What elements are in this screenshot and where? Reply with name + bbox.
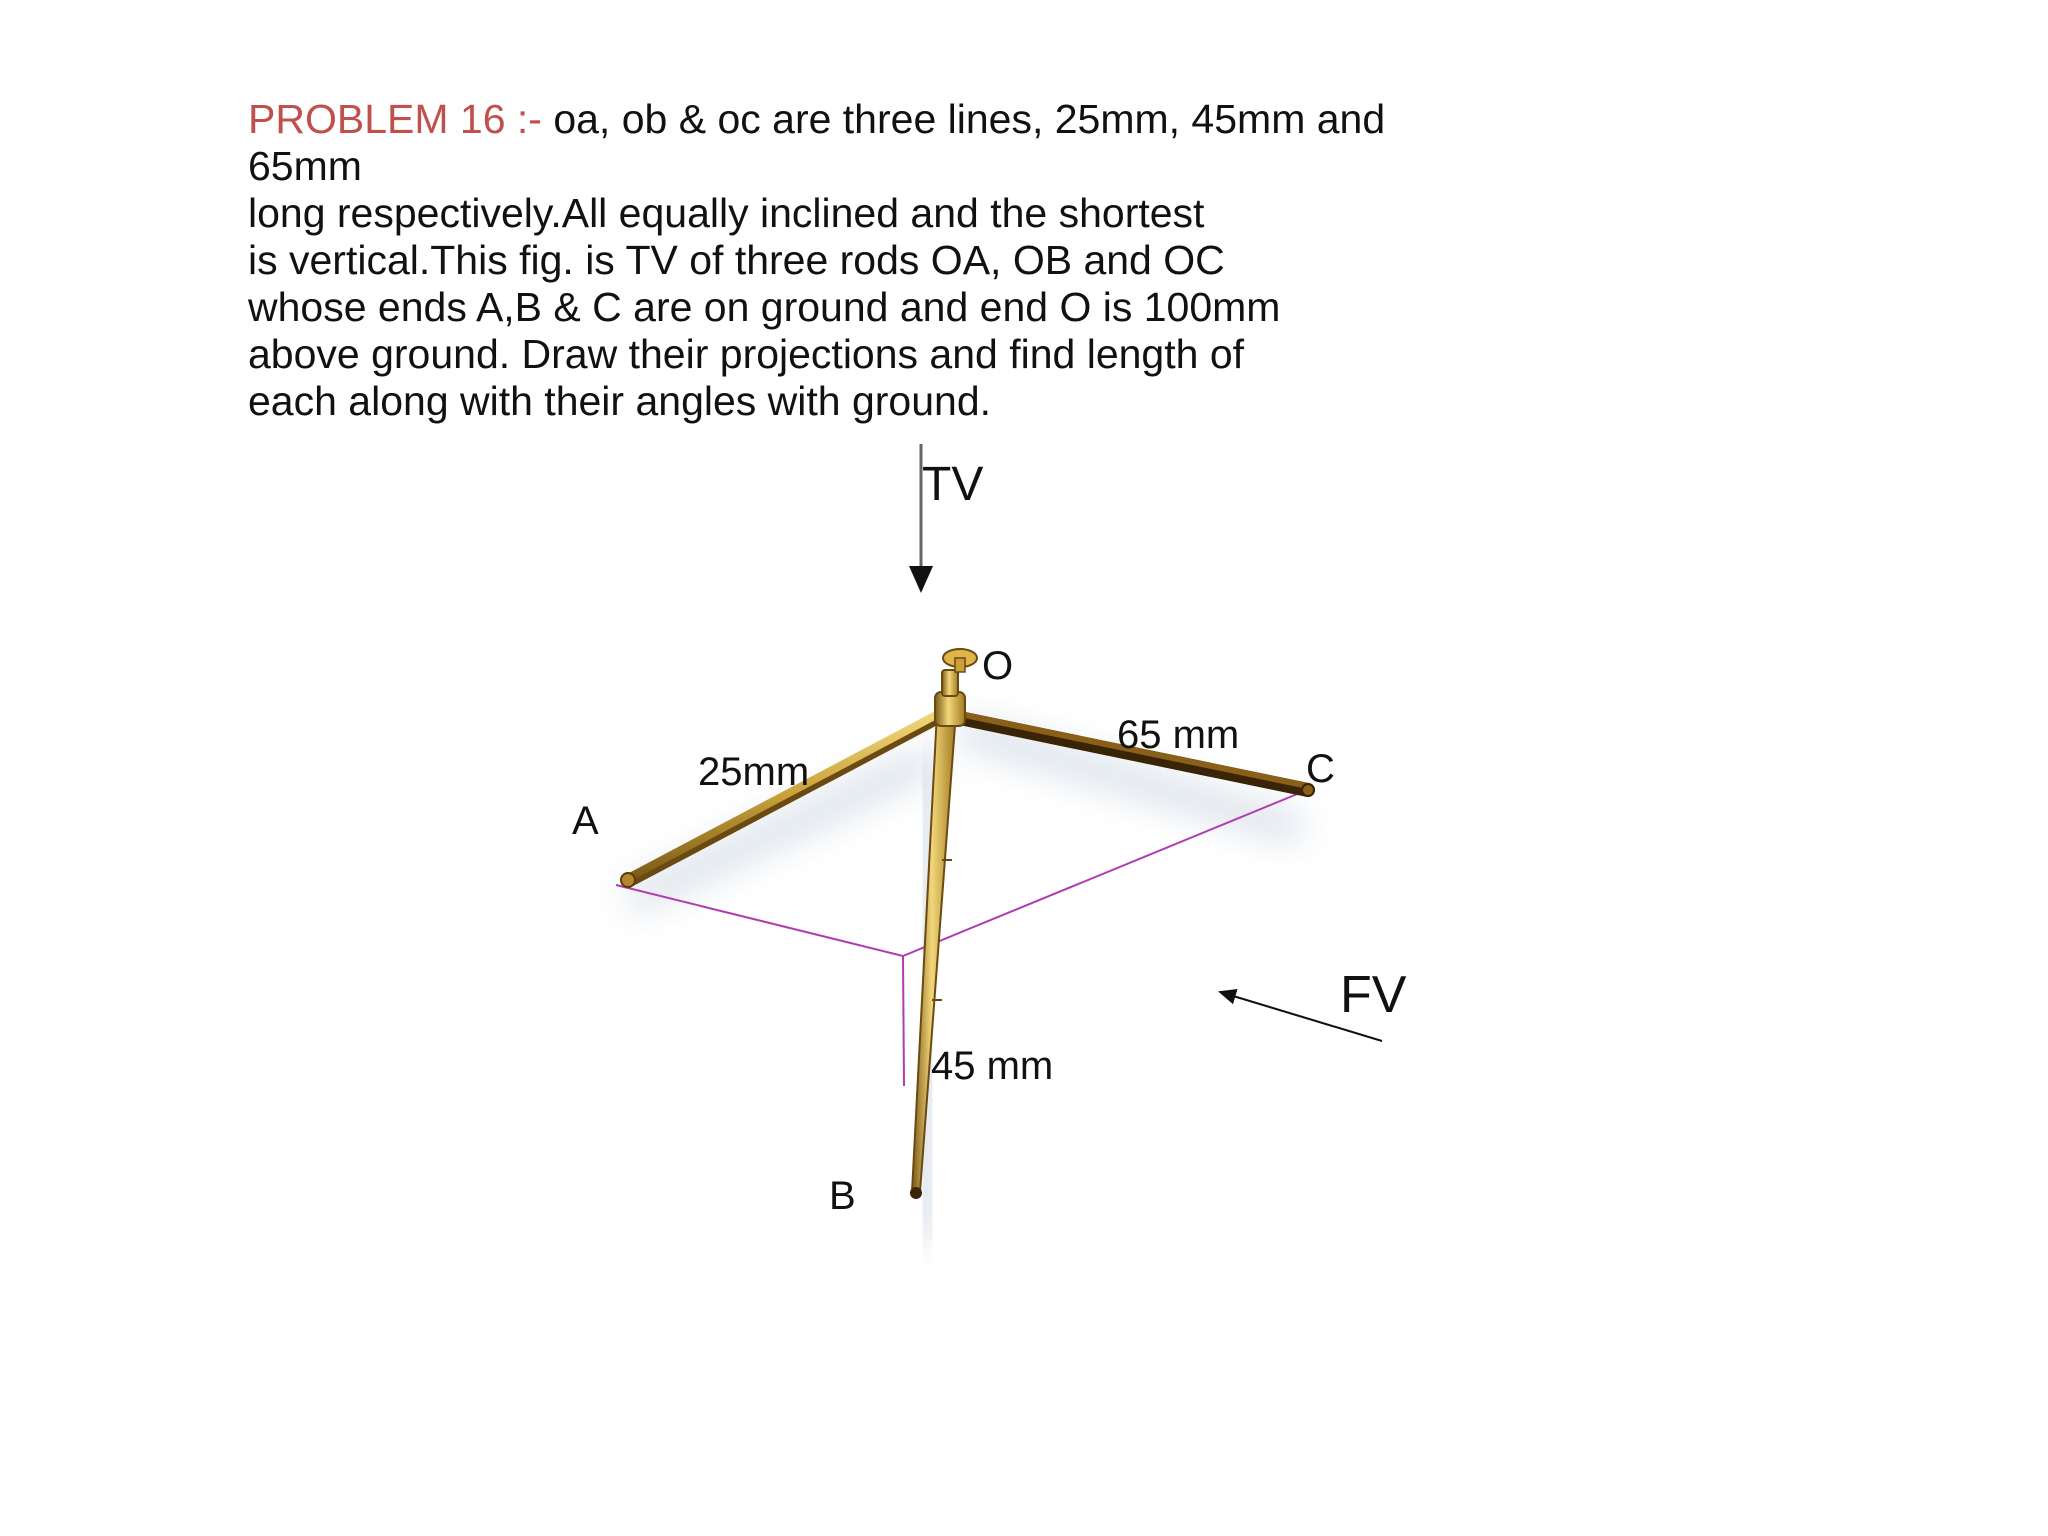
problem-text-line-5: whose ends A,B & C are on ground and end O is 100mm (248, 284, 1281, 330)
rod-oa-end-knob (621, 873, 635, 887)
dim-ob-label: 45 mm (931, 1044, 1054, 1088)
ground-line-center-c (903, 790, 1307, 956)
problem-text-line-2: 65mm (248, 143, 362, 189)
problem-text-line-6: above ground. Draw their projections and find length of (248, 331, 1245, 377)
rod-ob-end-knob (910, 1187, 922, 1199)
problem-text-line-3: long respectively.All equally inclined and the shortest (248, 190, 1205, 236)
rod-shadows (630, 730, 1300, 1240)
dim-oa-label: 25mm (698, 750, 810, 794)
point-o-label: O (982, 644, 1014, 688)
problem-title: PROBLEM 16 :- (248, 96, 542, 142)
dim-oc-label: 65 mm (1117, 713, 1240, 757)
problem-text-line-7: each along with their angles with ground. (248, 378, 992, 424)
ground-line-center-b (903, 956, 904, 1086)
ground-line-a-center (616, 885, 903, 956)
point-b-label: B (829, 1174, 856, 1218)
tv-label: TV (922, 458, 984, 511)
problem-text-line-1: oa, ob & oc are three lines, 25mm, 45mm and (541, 96, 1386, 142)
point-c-label: C (1306, 747, 1335, 791)
point-a-label: A (572, 799, 599, 843)
problem-text-line-4: is vertical.This fig. is TV of three rods OA, OB and OC (248, 237, 1225, 283)
fv-label: FV (1340, 966, 1407, 1024)
